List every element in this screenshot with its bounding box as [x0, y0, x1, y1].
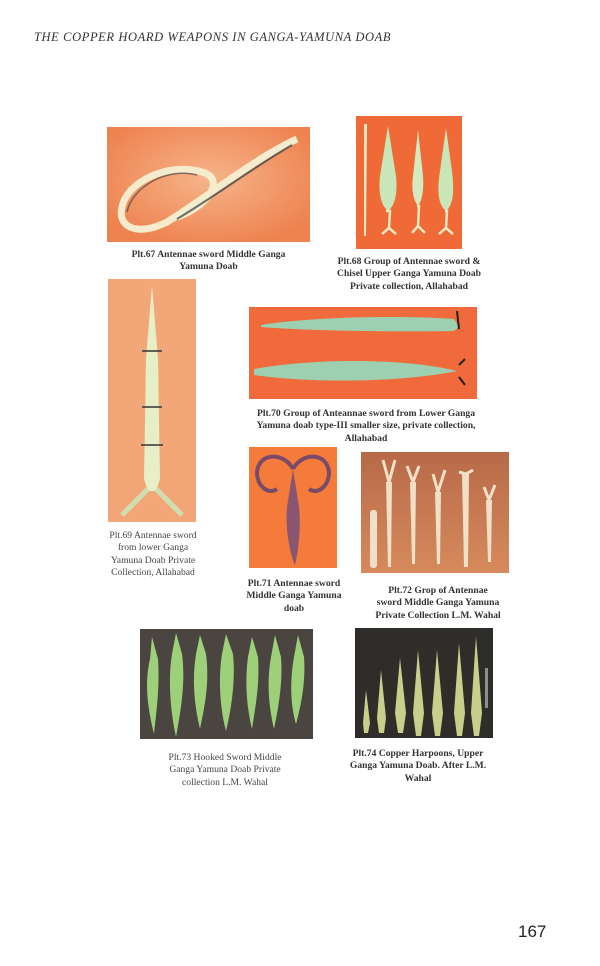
plate-72-photo: [361, 452, 509, 573]
plate-74-caption: Plt.74 Copper Harpoons, Upper Ganga Yamuna Doab. After L.M. Wahal: [349, 748, 487, 784]
plate-68-caption: Plt.68 Group of Antennae sword & Chisel Upper Ganga Yamuna Doab Private collection, Allahabad: [337, 256, 481, 292]
plate-67-caption: Plt.67 Antennae sword Middle Ganga Yamuna Doab: [131, 249, 286, 273]
plate-67-photo: [107, 127, 310, 242]
plate-73-photo: [140, 629, 313, 739]
plate-71-photo: [249, 447, 337, 568]
plate-74-photo: [355, 628, 493, 738]
plate-69-photo: [108, 279, 196, 522]
plate-71-caption: Plt.71 Antennae sword Middle Ganga Yamuna doab: [246, 578, 342, 614]
plate-70-caption: Plt.70 Group of Anteannae sword from Lower Ganga Yamuna doab type-III smaller size, private collection, Allahabad: [256, 408, 476, 444]
plate-70-photo: [249, 307, 477, 399]
plate-68-photo: [356, 116, 462, 249]
page-number: 167: [518, 922, 547, 941]
running-header: THE COPPER HOARD WEAPONS IN GANGA-YAMUNA DOAB: [34, 30, 392, 44]
plate-73-caption: Plt.73 Hooked Sword Middle Ganga Yamuna Doab Private collection L.M. Wahal: [168, 752, 282, 788]
plate-72-caption: Plt.72 Grop of Antennae sword Middle Ganga Yamuna Private Collection L.M. Wahal: [375, 585, 501, 621]
plate-69-caption: Plt.69 Antennae sword from lower Ganga Yamuna Doab Private Collection, Allahabad: [109, 530, 197, 579]
